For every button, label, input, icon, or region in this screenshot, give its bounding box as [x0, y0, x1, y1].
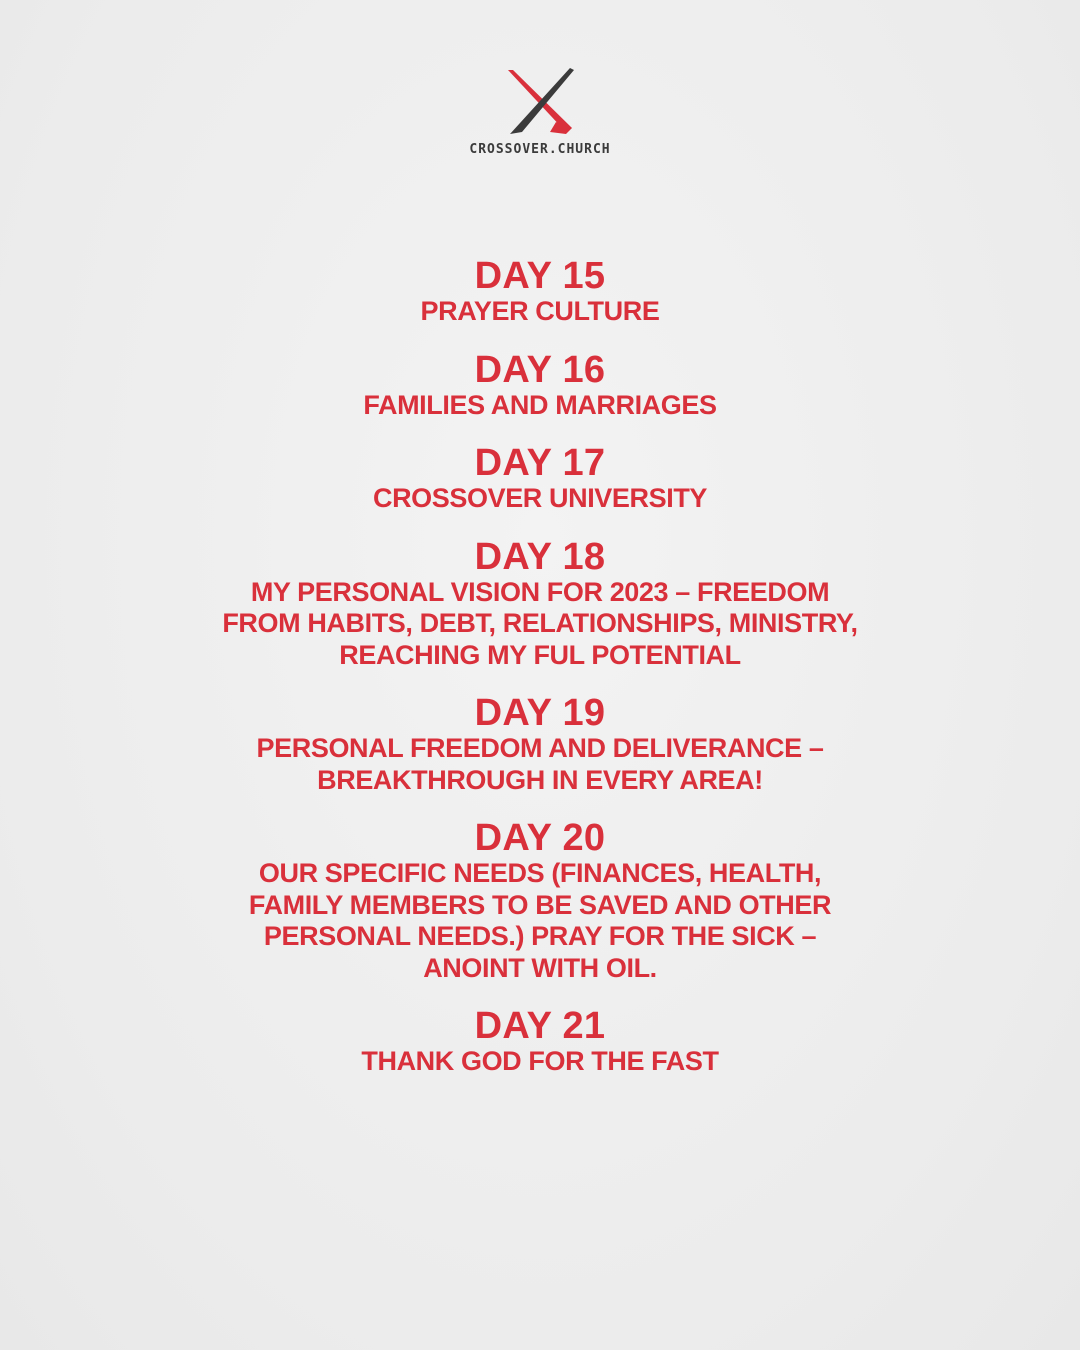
- day-15-entry: [140, 256, 940, 328]
- day-16-entry: [140, 350, 940, 422]
- description-line: THANK GOD FOR THE FAST: [361, 1046, 719, 1076]
- day-title: DAY 21: [474, 1005, 606, 1047]
- day-title: DAY 20: [474, 817, 606, 859]
- day-description: [140, 296, 940, 328]
- day-19-entry: [140, 693, 940, 796]
- fasting-schedule: [140, 256, 940, 1100]
- day-21-entry: [140, 1006, 940, 1078]
- day-description: [140, 577, 940, 672]
- day-17-entry: [140, 443, 940, 515]
- description-line: CROSSOVER UNIVERSITY: [372, 483, 708, 513]
- day-title: DAY 16: [474, 348, 606, 391]
- day-20-entry: [140, 818, 940, 984]
- description-line: ANOINT WITH OIL.: [423, 952, 657, 983]
- day-title: DAY 19: [474, 692, 606, 734]
- crossover-logo: [440, 66, 640, 166]
- crossover-x-icon: [500, 66, 580, 140]
- day-description: [140, 483, 940, 515]
- logo-text: CROSSOVER.CHURCH: [469, 142, 611, 157]
- day-18-entry: [140, 537, 940, 672]
- description-line: FAMILIES AND MARRIAGES: [363, 389, 717, 420]
- description-line: FAMILY MEMBERS TO BE SAVED AND OTHER: [248, 889, 832, 920]
- day-description: [140, 733, 940, 796]
- description-line: PERSONAL NEEDS.) PRAY FOR THE SICK –: [263, 921, 817, 951]
- day-title: DAY 18: [474, 535, 606, 578]
- day-title: DAY 17: [474, 442, 606, 484]
- day-description: [140, 858, 940, 984]
- description-line: REACHING MY FUL POTENTIAL: [339, 639, 741, 670]
- description-line: PERSONAL FREEDOM AND DELIVERANCE –: [256, 733, 824, 763]
- day-title: DAY 15: [474, 255, 606, 297]
- description-line: FROM HABITS, DEBT, RELATIONSHIPS, MINISTRY,: [222, 608, 858, 638]
- description-line: OUR SPECIFIC NEEDS (FINANCES, HEALTH,: [258, 858, 822, 888]
- day-description: [140, 1046, 940, 1078]
- day-description: [140, 390, 940, 422]
- description-line: BREAKTHROUGH IN EVERY AREA!: [317, 764, 763, 795]
- description-line: MY PERSONAL VISION FOR 2023 – FREEDOM: [250, 576, 830, 607]
- description-line: PRAYER CULTURE: [420, 296, 660, 326]
